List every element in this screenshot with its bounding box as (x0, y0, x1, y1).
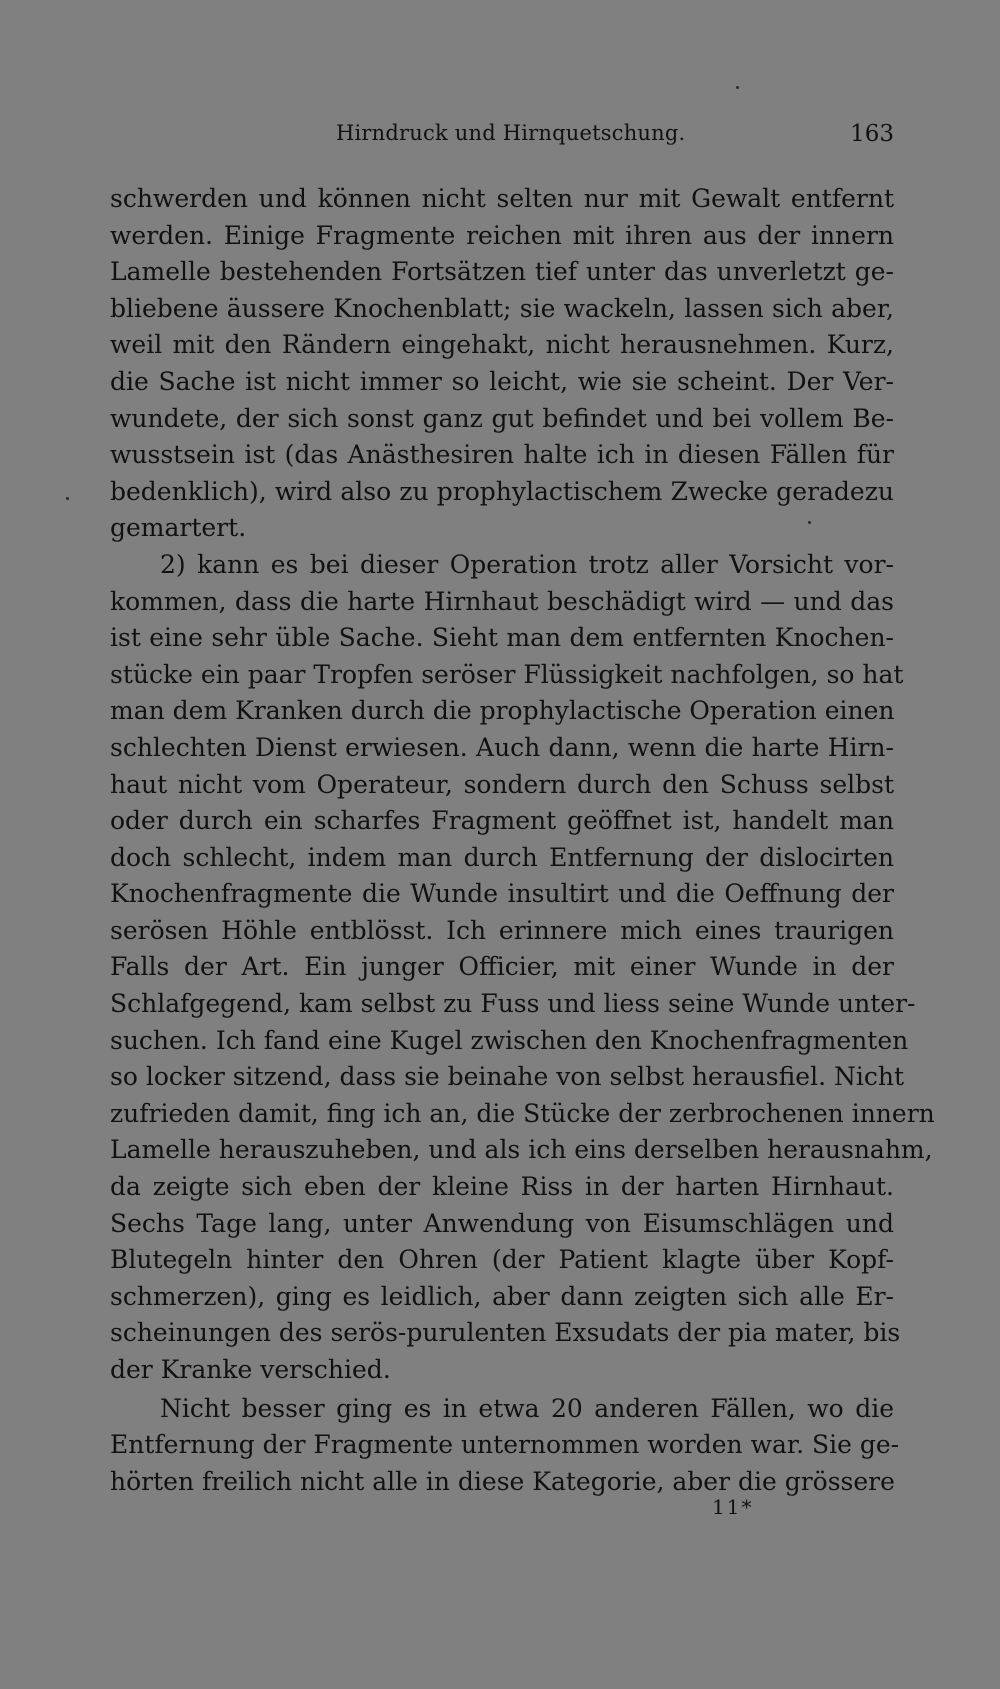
text-line: so locker sitzend, dass sie beinahe von selbst herausfiel. Nicht (110, 1062, 905, 1092)
page-number: 163 (850, 121, 894, 147)
text-line: wusstsein ist (das Anästhesiren halte ich in diesen Fällen für (110, 440, 894, 470)
text-line: da zeigte sich eben der kleine Riss in der harten Hirnhaut. (110, 1172, 894, 1202)
text-line: stücke ein paar Tropfen seröser Flüssigkeit nachfolgen, so hat (110, 659, 904, 689)
scan-speck (736, 86, 739, 89)
text-line: suchen. Ich fand eine Kugel zwischen den Knochenfragmenten (110, 1025, 909, 1055)
text-line: hörten freilich nicht alle in diese Kategorie, aber die grössere (110, 1466, 895, 1496)
text-line: 2) kann es bei dieser Operation trotz aller Vorsicht vor- (160, 549, 894, 579)
text-line: gemartert. (110, 513, 247, 543)
text-line: man dem Kranken durch die prophylactische Operation einen (110, 696, 895, 726)
page-header (110, 121, 894, 155)
text-line: serösen Höhle entblösst. Ich erinnere mich eines traurigen (110, 915, 894, 945)
text-line: zufrieden damit, fing ich an, die Stücke der zerbrochenen innern (110, 1098, 935, 1128)
text-line: Lamelle bestehenden Fortsätzen tief unter das unverletzt ge- (110, 257, 894, 287)
text-line: bedenklich), wird also zu prophylactischem Zwecke geradezu (110, 476, 894, 506)
text-line: die Sache ist nicht immer so leicht, wie sie scheint. Der Ver- (110, 366, 894, 396)
text-line: Sechs Tage lang, unter Anwendung von Eisumschlägen und (110, 1208, 894, 1238)
text-line: Falls der Art. Ein junger Officier, mit einer Wunde in der (110, 952, 894, 982)
text-line: Blutegeln hinter den Ohren (der Patient klagte über Kopf- (110, 1245, 894, 1275)
text-line: doch schlecht, indem man durch Entfernung der dislocirten (110, 842, 894, 872)
running-title: Hirndruck und Hirnquetschung. (336, 121, 686, 145)
scan-speck (808, 521, 811, 524)
text-line: Entfernung der Fragmente unternommen worden war. Sie ge- (110, 1430, 900, 1460)
text-line: haut nicht vom Operateur, sondern durch den Schuss selbst (110, 769, 894, 799)
text-line: schwerden und können nicht selten nur mit Gewalt entfernt (110, 184, 894, 213)
text-line: der Kranke verschied. (110, 1355, 391, 1384)
text-line: Nicht besser ging es in etwa 20 anderen Fällen, wo die (160, 1393, 894, 1423)
text-line: Lamelle herauszuheben, und als ich eins derselben herausnahm, (110, 1135, 933, 1165)
text-line: werden. Einige Fragmente reichen mit ihren aus der innern (110, 220, 894, 250)
text-line: scheinungen des serös-purulenten Exsudats der pia mater, bis (110, 1318, 901, 1348)
text-line: bliebene äussere Knochenblatt; sie wackeln, lassen sich aber, (110, 293, 894, 323)
text-line: ist eine sehr üble Sache. Sieht man dem entfernten Knochen- (110, 623, 894, 653)
text-line: schlechten Dienst erwiesen. Auch dann, wenn die harte Hirn- (110, 732, 894, 762)
signature-mark: 11* (712, 1495, 754, 1519)
text-line: Knochenfragmente die Wunde insultirt und die Oeffnung der (110, 879, 894, 909)
body-text (110, 181, 935, 1500)
text-line: wundete, der sich sonst ganz gut befindet und bei vollem Be- (110, 403, 894, 433)
text-line: kommen, dass die harte Hirnhaut beschädigt wird — und das (110, 586, 894, 616)
text-line: schmerzen), ging es leidlich, aber dann zeigten sich alle Er- (110, 1281, 894, 1311)
text-line: Schlafgegend, kam selbst zu Fuss und liess seine Wunde unter- (110, 989, 916, 1019)
text-line: oder durch ein scharfes Fragment geöffnet ist, handelt man (110, 806, 894, 836)
text-line: weil mit den Rändern eingehakt, nicht herausnehmen. Kurz, (110, 330, 894, 360)
scan-speck (66, 497, 69, 500)
